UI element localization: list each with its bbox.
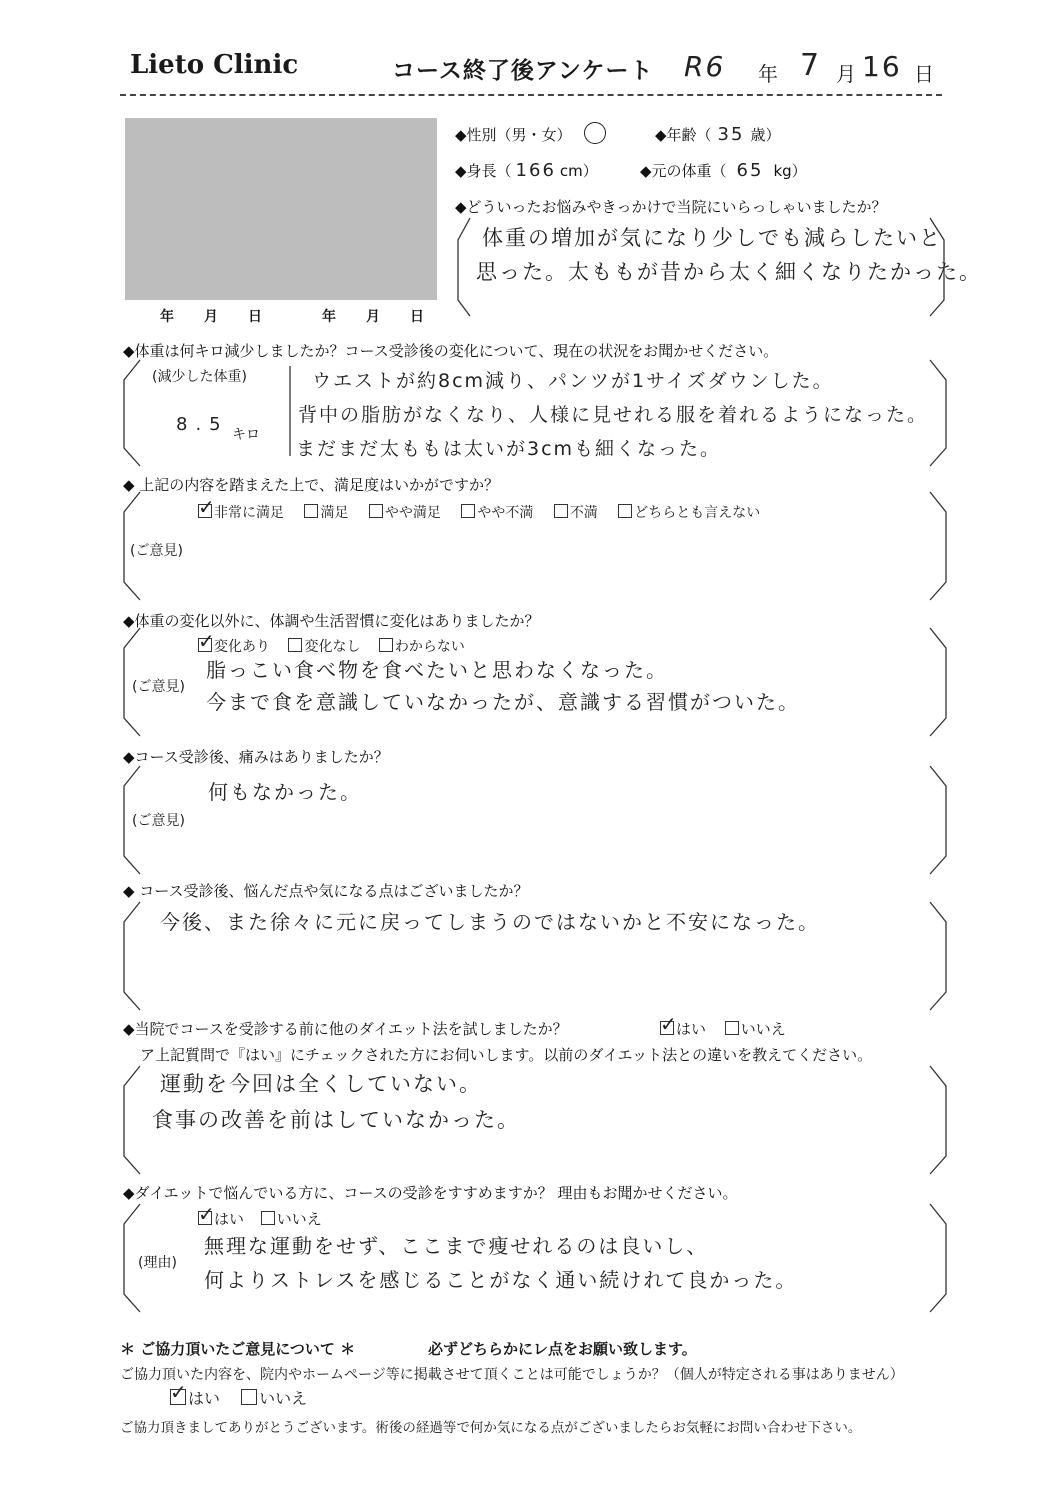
- date-day: 16: [862, 50, 902, 83]
- weight-loss-unit: キロ: [232, 427, 260, 443]
- lifestyle-answer-1: 脂っこい食べ物を食べたいと思わなくなった。: [206, 658, 668, 682]
- bracket-right-other-diet: [930, 1066, 946, 1174]
- checkbox-icon[interactable]: [379, 638, 393, 652]
- checkbox-icon[interactable]: [288, 638, 302, 652]
- option-unknown[interactable]: わからない: [379, 639, 465, 655]
- other-diet-question: ◆当院でコースを受診する前に他のダイエット法を試しましたか？: [123, 1020, 568, 1038]
- recommend-reason-label: (理由): [138, 1255, 177, 1271]
- consent-yes[interactable]: ✓はい: [170, 1389, 220, 1408]
- checkbox-icon[interactable]: [554, 504, 568, 518]
- consent-question: ご協力頂いた内容を、院内やホームページ等に掲載させて頂くことは可能でしょうか？（個人が特定される事はありません）: [120, 1367, 904, 1383]
- gender-question: ◆性別（男・女）: [455, 126, 572, 144]
- reason-question: ◆どういったお悩みやきっかけで当院にいらっしゃいましたか？: [455, 198, 887, 216]
- gender-circle-mark: [584, 122, 606, 144]
- checkbox-checked-icon[interactable]: [660, 1021, 674, 1035]
- bracket-left-worry: [124, 902, 140, 1010]
- satisfaction-options: [198, 502, 760, 522]
- checkbox-checked-icon[interactable]: [198, 504, 212, 518]
- weight-question: [640, 160, 807, 181]
- recommend-options: [198, 1208, 322, 1229]
- pain-answer: 何もなかった。: [208, 780, 362, 804]
- weight-change-answer-2: 背中の脂肪がなくなり、人様に見せれる服を着れるようになった。: [298, 404, 929, 426]
- date-month-label: 月: [836, 62, 856, 86]
- date-era: R6: [684, 50, 726, 83]
- date-year-label: 年: [758, 62, 778, 86]
- other-diet-sub-question: ア上記質問で『はい』にチェックされた方にお伺いします。以前のダイエット法との違いを教えてください。: [140, 1046, 873, 1064]
- option-yes[interactable]: ✓はい: [198, 1210, 244, 1228]
- weight-label: ◆元の体重（: [640, 162, 727, 180]
- option-unsatisfied[interactable]: 不満: [554, 505, 598, 521]
- checkbox-checked-icon[interactable]: [170, 1389, 186, 1405]
- pain-opinion-label: (ご意見): [132, 813, 185, 829]
- consent-no[interactable]: いいえ: [241, 1389, 307, 1408]
- option-very-satisfied[interactable]: ✓非常に満足: [198, 505, 284, 521]
- date-day-label: 日: [914, 62, 934, 86]
- recommend-answer-1: 無理な運動をせず、ここまで痩せれるのは良いし、: [204, 1234, 709, 1258]
- lifestyle-opinion-label: (ご意見): [132, 679, 185, 695]
- satisfaction-question: ◆ 上記の内容を踏まえた上で、満足度はいかがですか？: [123, 476, 500, 494]
- checkbox-icon[interactable]: [461, 504, 475, 518]
- bracket-right-recommend: [930, 1204, 946, 1312]
- option-somewhat-unsatisfied[interactable]: やや不満: [461, 505, 533, 521]
- recommend-question: ◆ダイエットで悩んでいる方に、コースの受診をすすめますか？ 理由もお聞かせください。: [123, 1184, 738, 1202]
- height-value: 166: [515, 160, 556, 181]
- weight-value: 65: [736, 160, 764, 181]
- lifestyle-options: [198, 636, 465, 656]
- other-diet-answer-2: 食事の改善を前はしていなかった。: [152, 1108, 520, 1132]
- bracket-right-satisfaction: [930, 492, 946, 600]
- option-neither[interactable]: どちらとも言えない: [618, 505, 760, 521]
- age-label: ◆年齢（: [655, 126, 712, 144]
- option-no-change[interactable]: 変化なし: [288, 639, 360, 655]
- other-diet-answer-1: 運動を今回は全くしていない。: [160, 1072, 482, 1096]
- bracket-left-weight: [124, 360, 140, 466]
- lifestyle-answer-2: 今まで食を意識していなかったが、意識する習慣がついた。: [206, 690, 800, 714]
- photo-date-left: 年 月 日: [160, 309, 270, 325]
- bracket-left-reason: [458, 218, 470, 316]
- height-label: ◆身長（: [455, 162, 512, 180]
- checkbox-icon[interactable]: [369, 504, 383, 518]
- checkbox-icon[interactable]: [304, 504, 318, 518]
- checkbox-icon[interactable]: [261, 1211, 275, 1225]
- age-question: [655, 124, 780, 145]
- worry-question: ◆ コース受診後、悩んだ点や気になる点はございましたか？: [123, 882, 529, 900]
- satisfaction-opinion-label: (ご意見): [130, 543, 183, 559]
- photo-placeholder: [125, 118, 437, 300]
- worry-answer: 今後、また徐々に元に戻ってしまうのではないかと不安になった。: [160, 910, 820, 934]
- bracket-right-lifestyle: [930, 628, 946, 736]
- option-no[interactable]: いいえ: [725, 1020, 786, 1038]
- checkbox-checked-icon[interactable]: [198, 638, 212, 652]
- option-satisfied[interactable]: 満足: [304, 505, 348, 521]
- thanks-text: ご協力頂きましてありがとうございます。術後の経過等で何か気になる点がございましたらお気軽にお問い合わせ下さい。: [120, 1420, 862, 1436]
- checkbox-icon[interactable]: [241, 1389, 257, 1405]
- recommend-answer-2: 何よりストレスを感じることがなく通い続けれて良かった。: [204, 1268, 798, 1292]
- weight-loss-label: (減少した体重): [152, 369, 247, 385]
- weight-unit: kg）: [773, 162, 807, 180]
- weight-loss-question: ◆体重は何キロ減少しましたか？コース受診後の変化について、現在の状況をお聞かせください。: [123, 342, 779, 360]
- pain-question: ◆コース受診後、痛みはありましたか？: [123, 748, 389, 766]
- weight-change-answer-1: ウエストが約8cm減り、パンツが1サイズダウンした。: [312, 370, 834, 392]
- age-value: 35: [717, 124, 745, 145]
- footer-heading: ＊ ご協力頂いたご意見について ＊: [120, 1340, 356, 1358]
- photo-date-right: 年 月 日: [322, 309, 432, 325]
- age-unit: 歳）: [750, 126, 781, 144]
- bracket-left-other-diet: [124, 1066, 140, 1174]
- lifestyle-question: ◆体重の変化以外に、体調や生活習慣に変化はありましたか？: [123, 612, 540, 630]
- checkbox-checked-icon[interactable]: [198, 1211, 212, 1225]
- checkbox-icon[interactable]: [725, 1021, 739, 1035]
- bracket-right-pain: [930, 766, 946, 874]
- other-diet-options: [660, 1018, 786, 1039]
- form-title: コース終了後アンケート: [392, 58, 654, 84]
- reason-answer-1: 体重の増加が気になり少しでも減らしたいと: [482, 226, 942, 250]
- option-yes[interactable]: ✓ はい: [660, 1020, 706, 1038]
- bracket-right-worry: [930, 902, 946, 1010]
- bracket-right-weight: [930, 360, 946, 466]
- weight-change-answer-3: まだまだ太ももは太いが3cmも細くなった。: [296, 438, 722, 460]
- date-month: 7: [800, 48, 822, 83]
- clinic-name: Lieto Clinic: [130, 50, 299, 80]
- option-somewhat-satisfied[interactable]: やや満足: [369, 505, 441, 521]
- option-changed[interactable]: ✓変化あり: [198, 639, 270, 655]
- footer-heading-2: 必ずどちらかにレ点をお願い致します。: [428, 1340, 697, 1358]
- header-divider: [120, 94, 942, 96]
- checkbox-icon[interactable]: [618, 504, 632, 518]
- height-unit: cm）: [559, 162, 598, 180]
- consent-options: [170, 1386, 307, 1409]
- option-no[interactable]: いいえ: [261, 1210, 322, 1228]
- reason-answer-2: 思った。太ももが昔から太く細くなりたかった。: [476, 260, 982, 284]
- weight-loss-value: 8.5: [176, 414, 229, 435]
- height-question: [455, 160, 598, 181]
